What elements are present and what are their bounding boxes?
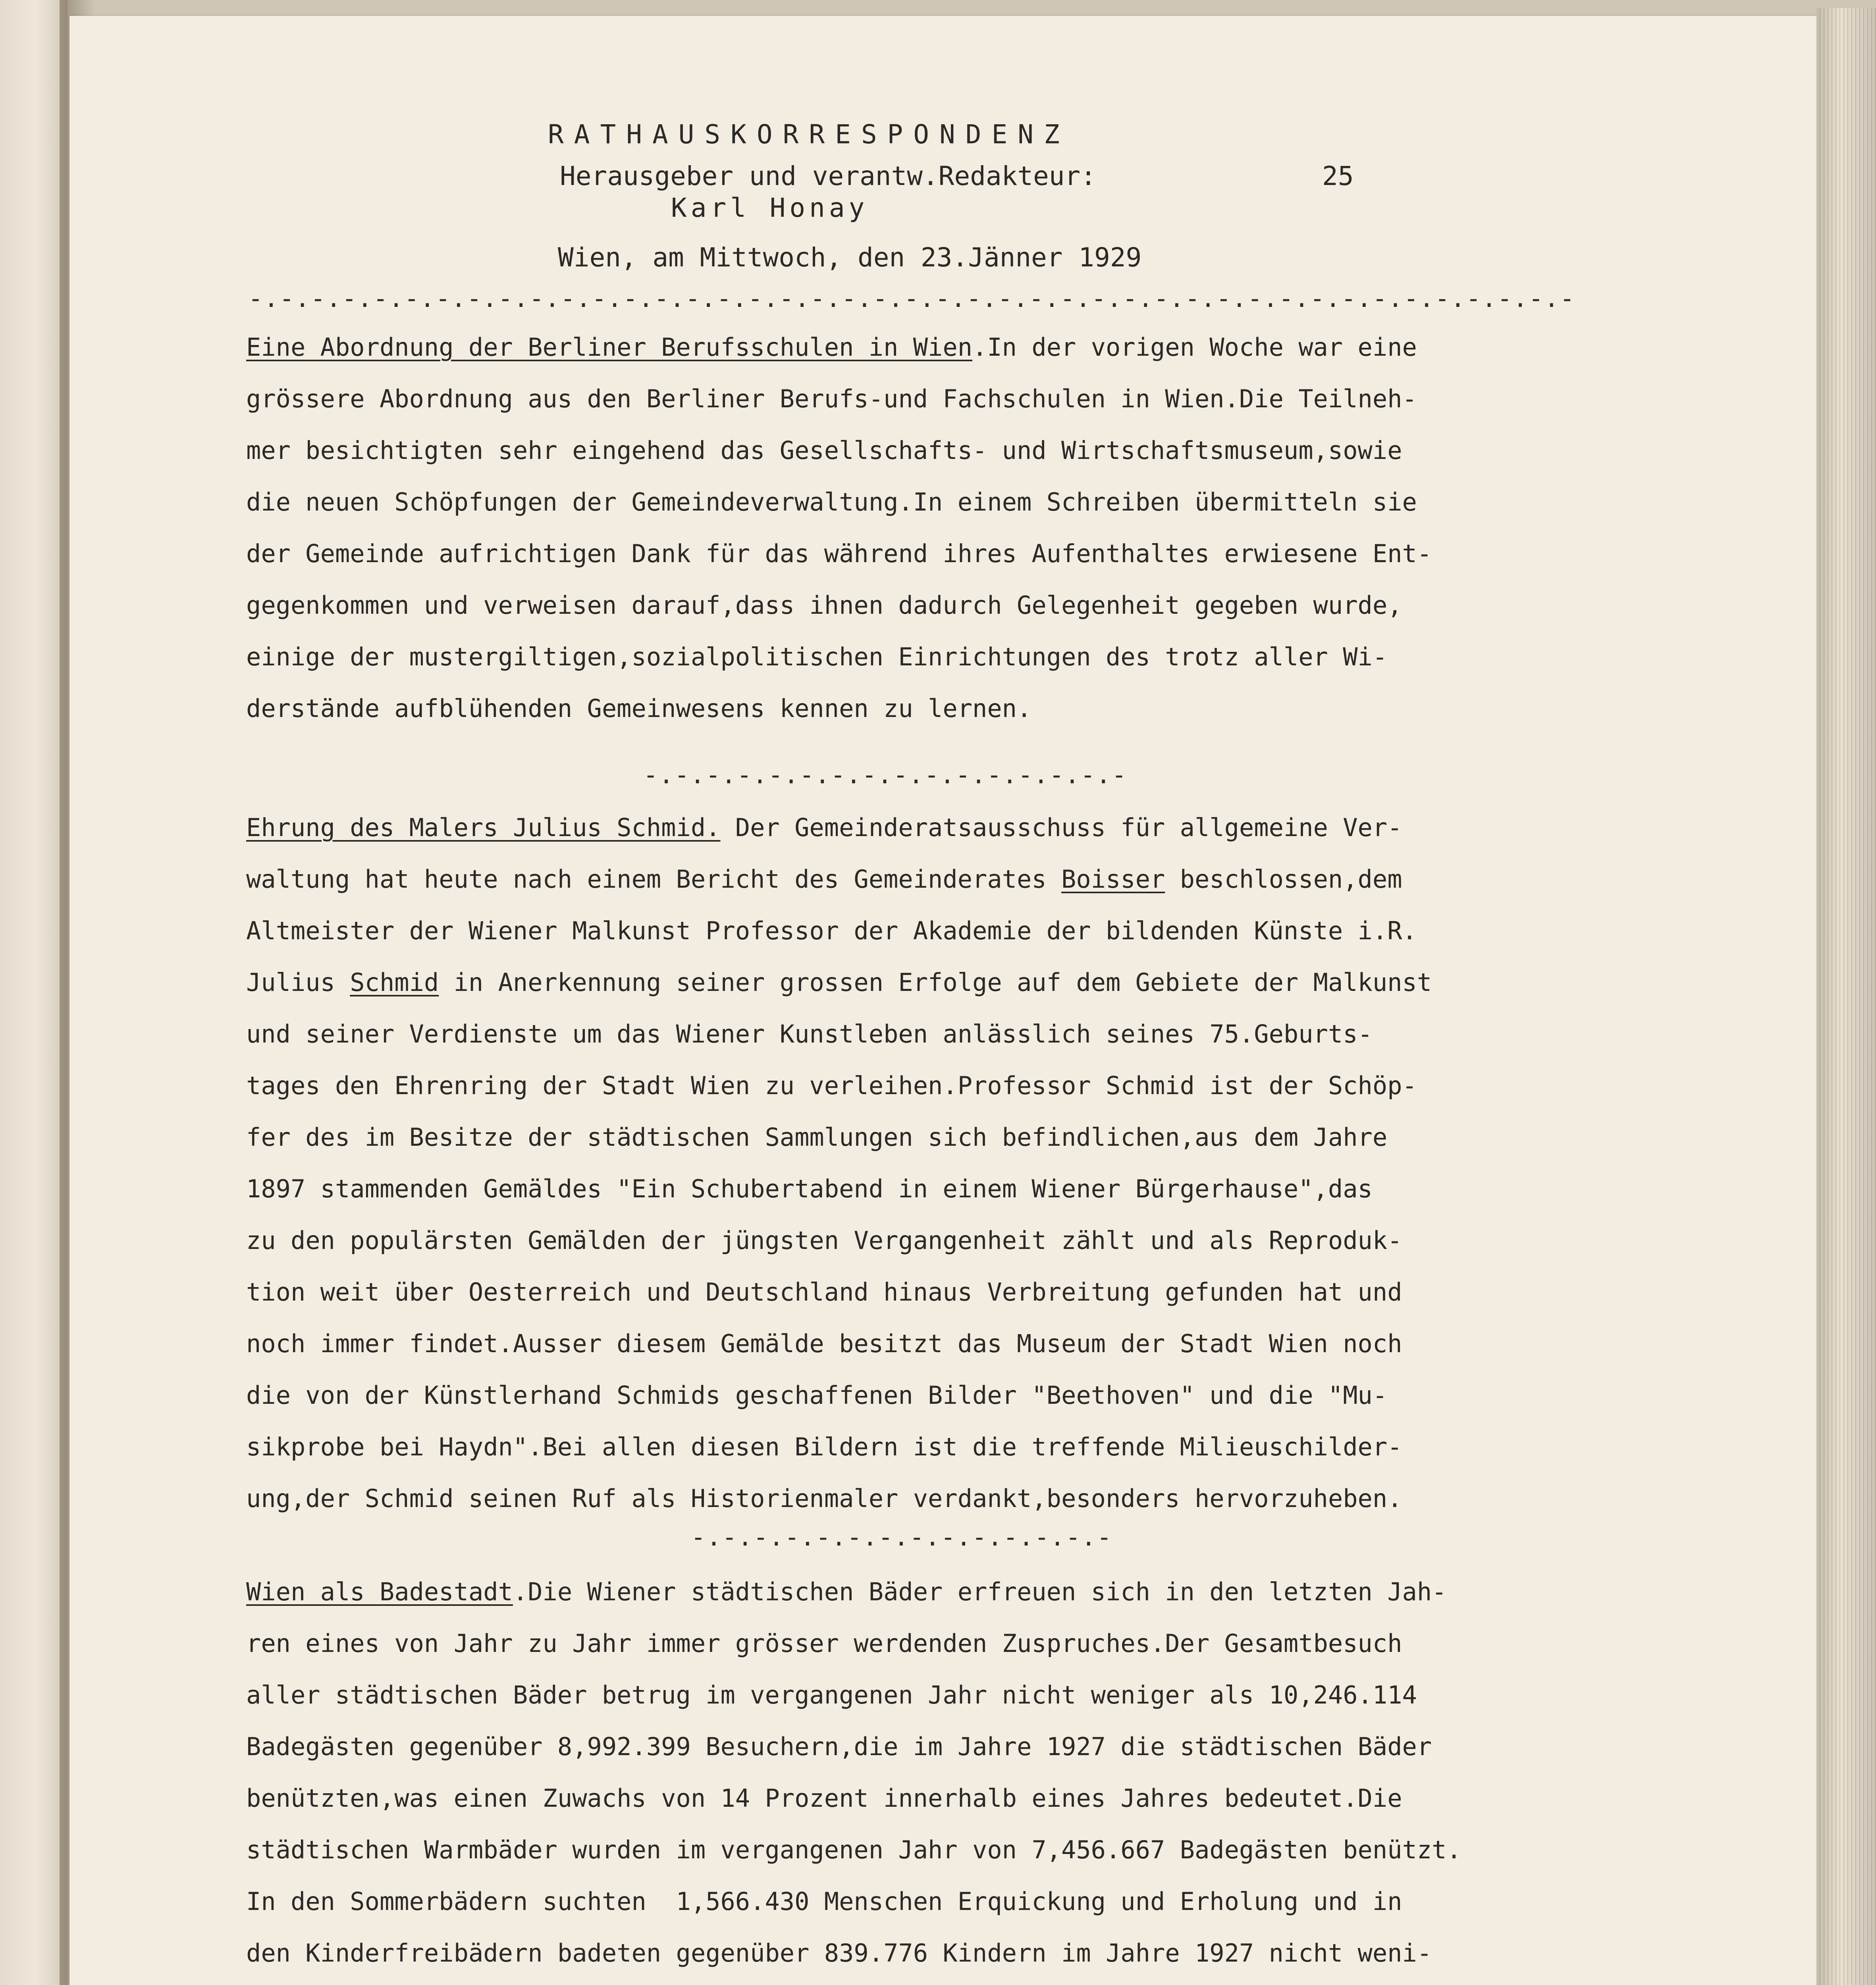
article-berliner-berufsschulen (246, 322, 1556, 734)
article-line: einige der mustergiltigen,sozialpolitischen Einrichtungen des trotz aller Wi- (246, 642, 1388, 671)
article-wien-badestadt (246, 1566, 1556, 1985)
article-line: zu den populärsten Gemälden der jüngsten Vergangenheit zählt und als Reproduk- (246, 1226, 1402, 1255)
separator: -.-.-.-.-.-.-.-.-.-.-.-.-.- (691, 1522, 1112, 1551)
name-schmid: Schmid (350, 968, 439, 997)
article-line: die neuen Schöpfungen der Gemeindeverwaltung.In einem Schreiben übermitteln sie (246, 488, 1417, 516)
article-line: der Gemeinde aufrichtigen Dank für das während ihres Aufenthaltes erwiesene Ent- (246, 539, 1432, 568)
article-line: mer besichtigten sehr eingehend das Gesellschafts- und Wirtschaftsmuseum,sowie (246, 436, 1402, 465)
separator: -.-.-.-.-.-.-.-.-.-.-.-.-.-.-.- (643, 760, 1128, 789)
name-boisser: Boisser (1061, 865, 1165, 894)
article-line: ren eines von Jahr zu Jahr immer grösser werdenden Zuspruches.Der Gesamtbesuch (246, 1629, 1402, 1658)
left-page-edge (0, 0, 67, 1985)
article-line: ung,der Schmid seinen Ruf als Historienmaler verdankt,besonders hervorzuheben. (246, 1484, 1402, 1513)
article-ehrung-schmid (246, 802, 1556, 1524)
page-number: 25 (1322, 161, 1354, 191)
article-line: In den Sommerbädern suchten 1,566.430 Menschen Erquickung und Erholung und in (246, 1887, 1402, 1916)
article-headline: Ehrung des Malers Julius Schmid. (246, 813, 721, 842)
dateline: Wien, am Mittwoch, den 23.Jänner 1929 (558, 242, 1142, 273)
article-line: Ehrung des Malers Julius Schmid. Der Gemeinderatsausschuss für allgemeine Ver- (246, 813, 1402, 842)
article-line: Altmeister der Wiener Malkunst Professor der Akademie der bildenden Künste i.R. (246, 916, 1417, 945)
page-stack-shade (1816, 8, 1876, 1985)
article-headline: Wien als Badestadt (246, 1577, 513, 1606)
article-line: gegenkommen und verweisen darauf,dass ihnen dadurch Gelegenheit gegeben wurde, (246, 591, 1402, 620)
article-line: 1897 stammenden Gemäldes "Ein Schubertabend in einem Wiener Bürgerhause",das (246, 1174, 1373, 1203)
separator-top: -.-.-.-.-.-.-.-.-.-.-.-.-.-.-.-.-.-.-.-.-.-.-.-.-.-.-.-.-.-.-.-.-.-.-.-.-.-.-.-.-.-.- (248, 284, 1575, 313)
article-line: derstände aufblühenden Gemeinwesens kennen zu lernen. (246, 694, 1032, 723)
article-line: Badegästen gegenüber 8,992.399 Besuchern,die im Jahre 1927 die städtischen Bäder (246, 1732, 1432, 1761)
article-line: benützten,was einen Zuwachs von 14 Prozent innerhalb eines Jahres bedeutet.Die (246, 1784, 1402, 1813)
article-line: tion weit über Oesterreich und Deutschland hinaus Verbreitung gefunden hat und (246, 1278, 1402, 1307)
letterhead: RATHAUSKORRESPONDENZ (548, 119, 1070, 150)
article-line: sikprobe bei Haydn".Bei allen diesen Bildern ist die treffende Milieuschilder- (246, 1432, 1402, 1461)
article-line: städtischen Warmbäder wurden im vergangenen Jahr von 7,456.667 Badegästen benützt. (246, 1835, 1461, 1864)
article-line: waltung hat heute nach einem Bericht des Gemeinderates Boisser beschlossen,dem (246, 865, 1402, 894)
article-line: fer des im Besitze der städtischen Sammlungen sich befindlichen,aus dem Jahre (246, 1123, 1388, 1152)
article-line: grössere Abordnung aus den Berliner Berufs-und Fachschulen in Wien.Die Teilneh- (246, 384, 1417, 413)
article-line: noch immer findet.Ausser diesem Gemälde besitzt das Museum der Stadt Wien noch (246, 1329, 1402, 1358)
article-line (246, 1979, 1556, 1985)
article-line: aller städtischen Bäder betrug im vergangenen Jahr nicht weniger als 10,246.114 (246, 1681, 1417, 1709)
article-line: Julius Schmid in Anerkennung seiner grossen Erfolge auf dem Gebiete der Malkunst (246, 968, 1432, 997)
article-line: Eine Abordnung der Berliner Berufsschulen in Wien.In der vorigen Woche war eine (246, 333, 1417, 362)
article-line: und seiner Verdienste um das Wiener Kunstleben anlässlich seines 75.Geburts- (246, 1019, 1373, 1048)
article-line: tages den Ehrenring der Stadt Wien zu verleihen.Professor Schmid ist der Schöp- (246, 1071, 1417, 1100)
article-line: Wien als Badestadt.Die Wiener städtischen Bäder erfreuen sich in den letzten Jah- (246, 1577, 1447, 1606)
editor-name: Karl Honay (671, 193, 869, 223)
article-line: den Kinderfreibädern badeten gegenüber 839.776 Kindern im Jahre 1927 nicht weni- (246, 1939, 1432, 1968)
article-line: die von der Künstlerhand Schmids geschaffenen Bilder "Beethoven" und die "Mu- (246, 1381, 1388, 1410)
article-headline: Eine Abordnung der Berliner Berufsschulen in Wien (246, 333, 973, 362)
editor-label: Herausgeber und verantw.Redakteur: (560, 161, 1097, 191)
